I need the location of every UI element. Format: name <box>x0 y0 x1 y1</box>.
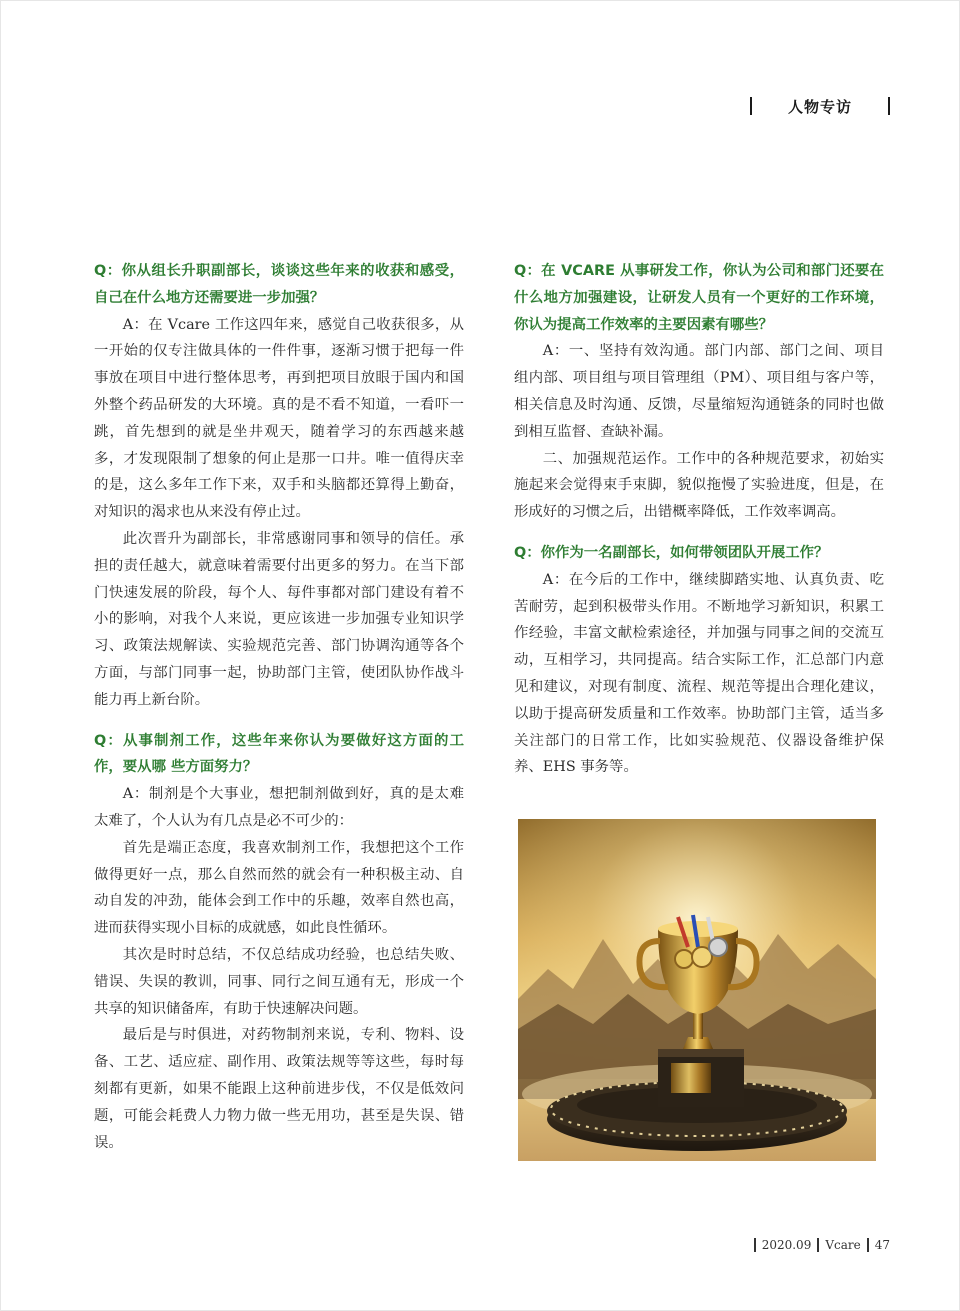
right-column <box>514 258 884 781</box>
question-4: Q：你作为一名副部长，如何带领团队开展工作？ <box>514 544 829 561</box>
answer-1-paragraph-1: A：在 Vcare 工作这四年来，感觉自己收获很多，从一开始的仅专注做具体的一件件事，逐渐习惯于把每一件事放在项目中进行整体思考，再到把项目放眼于国内和国外整个药品研发的大环境。真的是不看不知道，一看吓一跳，首先想到的就是坐井观天，随着学习的东西越来越多，才发现限制了想象的何止是那一口井。唯一值得庆幸的是，这么多年工作下来，双手和头脑都还算得上勤奋，对知识的渴求也从来没有停止过。 <box>94 316 464 521</box>
answer-2-paragraph-2: 首先是端正态度，我喜欢制剂工作，我想把这个工作做得更好一点，那么自然而然的就会有一种积极主动、自动自发的冲劲，能体会到工作中的乐趣，效率自然也高，进而获得实现小目标的成就感，如此良性循环。 <box>94 839 464 937</box>
answer-4-paragraph-1: A：在今后的工作中，继续脚踏实地、认真负责、吃苦耐劳，起到积极带头作用。不断地学习新知识，积累工作经验，丰富文献检索途径，并加强与同事之间的交流互动，互相学习，共同提高。结合实际工作，汇总部门内意见和建议，对现有制度、流程、规范等提出合理化建议，以助于提高研发质量和工作效率。协助部门主管，适当多关注部门的日常工作，比如实验规范、仪器设备维护保养、EHS 事务等。 <box>514 571 884 776</box>
trophy-photo <box>518 819 876 1161</box>
answer-3-paragraph-2: 二、加强规范运作。工作中的各种规范要求，初始实施起来会觉得束手束脚，貌似拖慢了实验进度，但是，在形成好的习惯之后，出错概率降低，工作效率调高。 <box>514 450 884 521</box>
left-column <box>94 258 464 1156</box>
footer-divider-middle <box>817 1238 819 1252</box>
answer-2-paragraph-4: 最后是与时俱进，对药物制剂来说，专利、物料、设备、工艺、适应症、副作用、政策法规等等这些，每时每刻都有更新，如果不能跟上这种前进步伐，不仅是低效问题，可能会耗费人力物力做一些无用功，甚至是失误、错误。 <box>94 1027 464 1151</box>
trophy-illustration <box>518 819 876 1161</box>
header-divider-left <box>750 97 752 115</box>
section-title: 人物专访 <box>787 97 852 116</box>
answer-2-paragraph-1: A：制剂是个大事业，想把制剂做到好，真的是太难太难了，个人认为有几点是必不可少的： <box>94 786 464 829</box>
issue-date: 2020.09 <box>761 1238 812 1252</box>
header-divider-right <box>888 97 890 115</box>
page-number: 47 <box>874 1238 890 1252</box>
page-footer <box>748 1238 890 1252</box>
answer-2-paragraph-3: 其次是时时总结，不仅总结成功经验，也总结失败、错误、失误的教训，同事、同行之间互通有无，形成一个共享的知识储备库，有助于快速解决问题。 <box>94 946 464 1017</box>
question-1: Q：你从组长升职副部长，谈谈这些年来的收获和感受，自己在什么地方还需要进一步加强？ <box>94 263 464 306</box>
answer-3-paragraph-1: A：一、坚持有效沟通。部门内部、部门之间、项目组内部、项目组与项目管理组（PM）、项目组与客户等，相关信息及时沟通、反馈，尽量缩短沟通链条的同时也做到相互监督、查缺补漏。 <box>514 343 884 440</box>
page-header <box>750 94 890 118</box>
question-2: Q：从事制剂工作，这些年来你认为要做好这方面的工作，要从哪 些方面努力？ <box>94 732 464 776</box>
magazine-name: Vcare <box>825 1238 861 1252</box>
footer-divider-right <box>867 1238 869 1252</box>
answer-1-paragraph-2: 此次晋升为副部长，非常感谢同事和领导的信任。承担的责任越大，就意味着需要付出更多的努力。在当下部门快速发展的阶段，每个人、每件事都对部门建设有着不小的影响，对我个人来说，更应该进一步加强专业知识学习、政策法规解读、实验规范完善、部门协调沟通等各个方面，与部门同事一起，协助部门主管，使团队协作战斗能力再上新台阶。 <box>94 530 464 708</box>
footer-divider-left <box>754 1238 756 1252</box>
question-3: Q：在 VCARE 从事研发工作，你认为公司和部门还要在什么地方加强建设，让研发人员有一个更好的工作环境，你认为提高工作效率的主要因素有哪些？ <box>514 263 884 333</box>
